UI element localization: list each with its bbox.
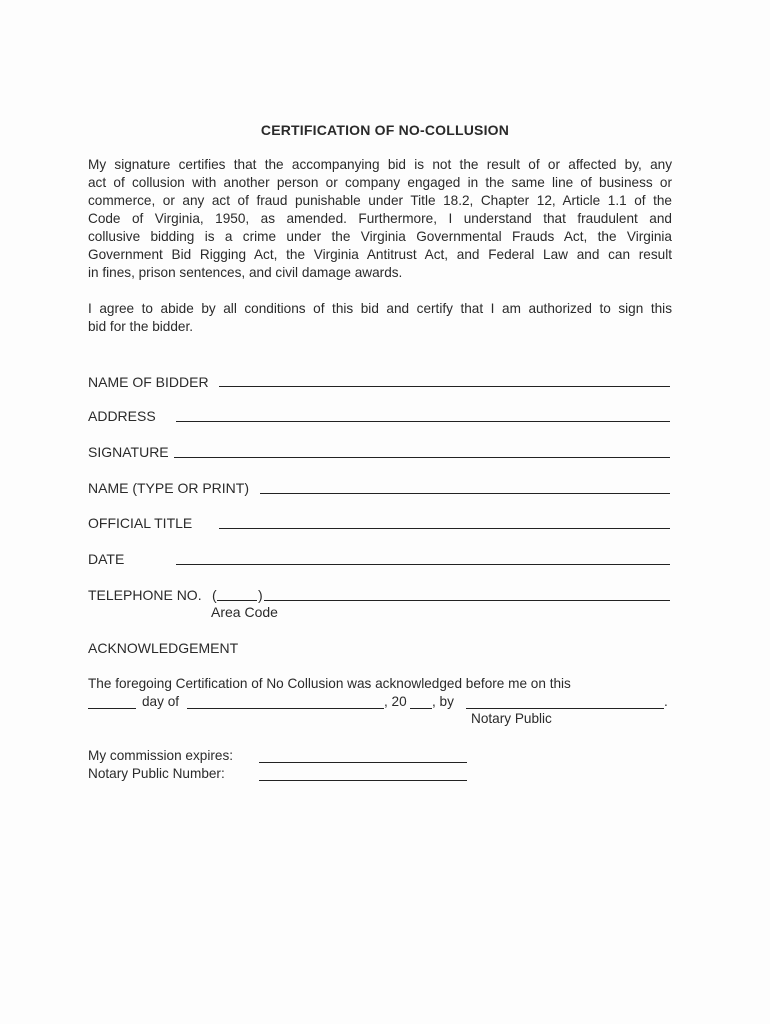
telephone-paren-open: ( [212,587,217,603]
paragraph-line: commerce, or any act of fraud punishable under Title 18.2, Chapter 12, Article 1.1 of the [88,193,672,208]
notary-number-line[interactable] [259,780,467,781]
telephone-paren-close: ) [258,587,263,603]
date-line[interactable] [176,564,670,565]
year-prefix-label: , 20 [384,694,407,709]
name-of-bidder-label: NAME OF BIDDER [88,374,209,390]
telephone-number-line[interactable] [264,600,670,601]
acknowledgement-heading: ACKNOWLEDGEMENT [88,640,239,656]
by-label: , by [432,694,454,709]
paragraph-line: Government Bid Rigging Act, the Virginia Antitrust Act, and Federal Law and can result [88,247,672,262]
name-type-or-print-line[interactable] [260,493,670,494]
paragraph-line: Code of Virginia, 1950, as amended. Furthermore, I understand that fraudulent and [88,211,672,226]
paragraph-line: My signature certifies that the accompanying bid is not the result of or affected by, any [88,157,672,172]
official-title-label: OFFICIAL TITLE [88,515,193,531]
day-line[interactable] [88,708,136,709]
document-title: CERTIFICATION OF NO-COLLUSION [260,122,510,138]
agreement-paragraph [88,300,672,336]
date-label: DATE [88,551,125,567]
paragraph-line: bid for the bidder. [88,319,194,334]
paragraph-line: in fines, prison sentences, and civil damage awards. [88,265,403,280]
name-of-bidder-line[interactable] [219,386,670,387]
period-mark: . [664,694,668,709]
day-of-label: day of [142,694,180,709]
address-line[interactable] [176,421,670,422]
signature-label: SIGNATURE [88,444,169,460]
notary-name-line[interactable] [466,708,664,709]
certification-paragraph [88,156,672,282]
month-line[interactable] [187,708,384,709]
paragraph-line: I agree to abide by all conditions of this bid and certify that I am authorized to sign this [88,301,672,316]
official-title-line[interactable] [219,528,670,529]
signature-line[interactable] [174,457,670,458]
commission-expires-label: My commission expires: [88,748,234,763]
year-line[interactable] [410,708,432,709]
acknowledgement-sentence: The foregoing Certification of No Collusion was acknowledged before me on this [88,676,571,691]
telephone-label: TELEPHONE NO. [88,587,202,603]
address-label: ADDRESS [88,408,156,424]
area-code-caption: Area Code [211,604,278,620]
paragraph-line: collusive bidding is a crime under the Virginia Governmental Frauds Act, the Virginia [88,229,672,244]
name-type-or-print-label: NAME (TYPE OR PRINT) [88,480,250,496]
notary-public-caption: Notary Public [471,711,552,726]
area-code-line[interactable] [217,600,257,601]
commission-expires-line[interactable] [259,762,467,763]
paragraph-line: act of collusion with another person or company engaged in the same line of business or [88,175,672,190]
notary-number-label: Notary Public Number: [88,766,225,781]
